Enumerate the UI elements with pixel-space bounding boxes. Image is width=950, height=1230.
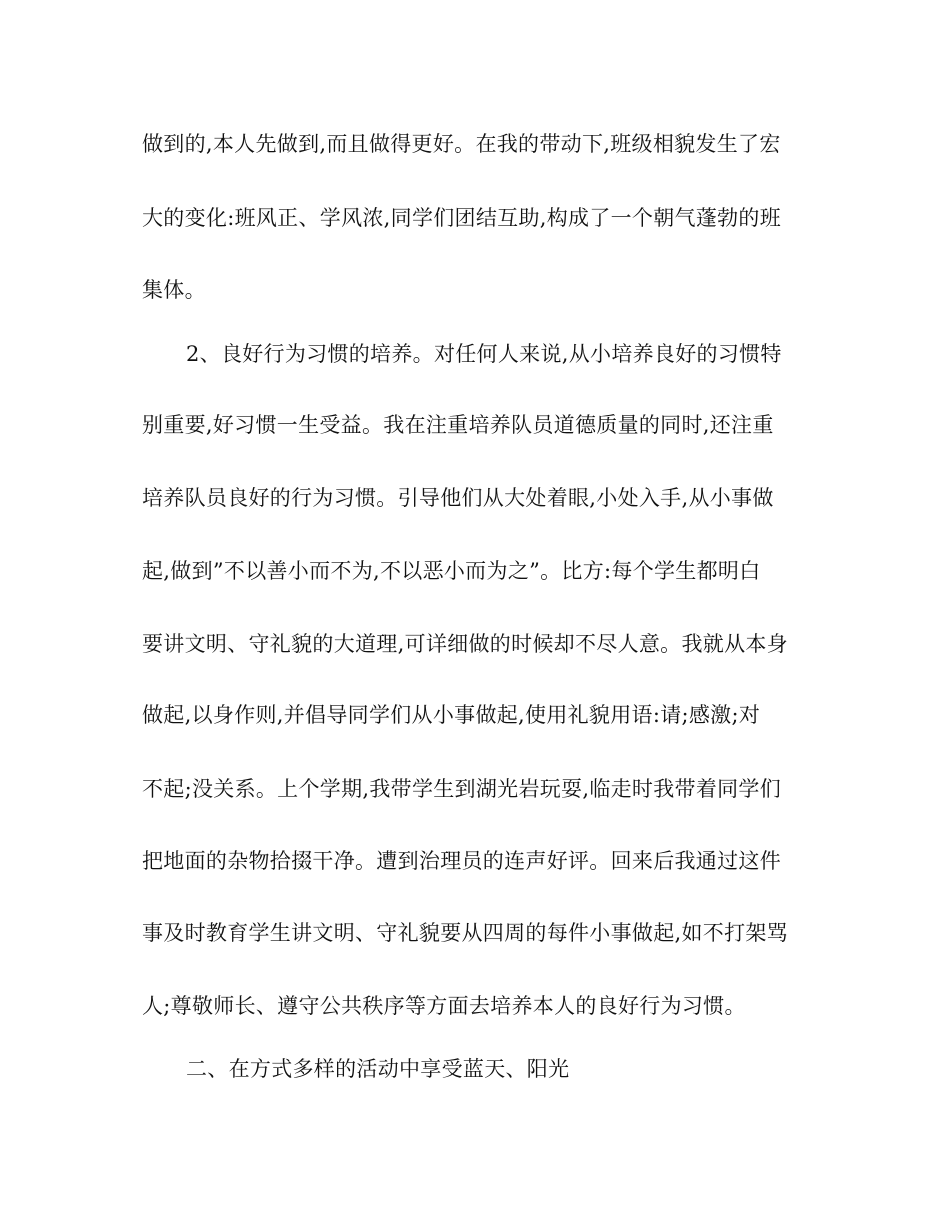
text-line: 把地面的杂物拾掇干净。遭到治理员的连声好评。回来后我通过这件 (142, 849, 781, 873)
text-line: 培养队员良好的行为习惯。引导他们从大处着眼,小处入手,从小事做 (142, 486, 774, 510)
text-line: 起,做到”不以善小而不为,不以恶小而为之”。比方:每个学生都明白 (142, 559, 761, 583)
text-line: 要讲文明、守礼貌的大道理,可详细做的时候却不尽人意。我就从本身 (142, 632, 788, 656)
text-line: 大的变化:班风正、学风浓,同学们团结互助,构成了一个朝气蓬勃的班 (142, 206, 782, 230)
text-line: 做起,以身作则,并倡导同学们从小事做起,使用礼貌用语:请;感激;对 (142, 703, 761, 727)
text-line: 做到的,本人先做到,而且做得更好。在我的带动下,班级相貌发生了宏 (142, 132, 781, 156)
text-line: 集体。 (142, 278, 206, 302)
text-line: 人;尊敬师长、遵守公共秩序等方面去培养本人的良好行为习惯。 (142, 994, 746, 1018)
section-heading: 二、在方式多样的活动中享受蓝天、阳光 (186, 1057, 570, 1081)
text-line: 事及时教育学生讲文明、守礼貌要从四周的每件小事做起,如不打架骂 (142, 921, 788, 945)
text-line: 别重要,好习惯一生受益。我在注重培养队员道德质量的同时,还注重 (142, 413, 774, 437)
text-line: 不起;没关系。上个学期,我带学生到湖光岩玩耍,临走时我带着同学们 (142, 777, 782, 801)
paragraph-heading-line: 2、良好行为习惯的培养。对任何人来说,从小培养良好的习惯特 (186, 342, 782, 366)
